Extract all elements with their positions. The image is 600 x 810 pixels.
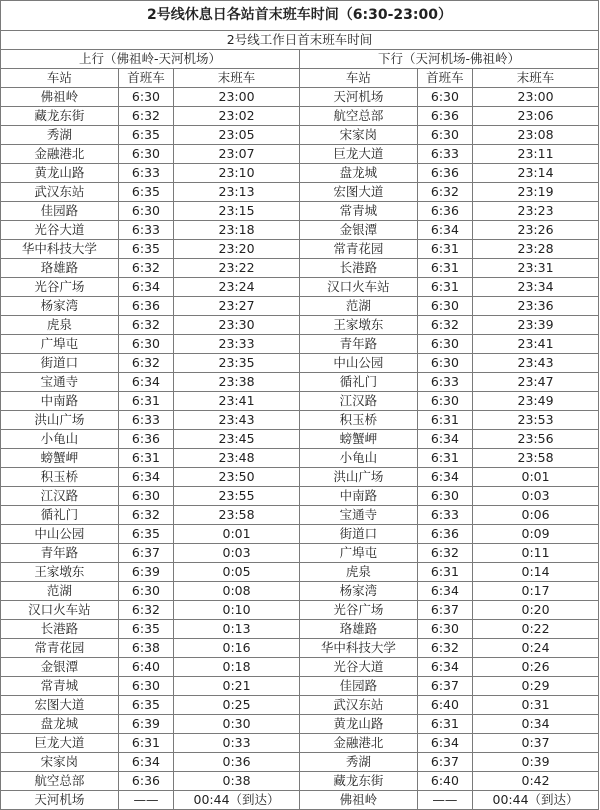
down-first-train-cell: 6:40 <box>417 696 472 715</box>
up-first-train-cell: 6:30 <box>118 88 173 107</box>
table-row <box>1 411 599 430</box>
down-station-cell: 街道口 <box>299 525 417 544</box>
up-station-cell: 金银潭 <box>1 658 119 677</box>
table-row <box>1 506 599 525</box>
up-station-cell: 秀湖 <box>1 126 119 145</box>
up-first-train-cell: 6:32 <box>118 506 173 525</box>
up-station-cell: 光谷广场 <box>1 278 119 297</box>
down-last-train-cell: 0:37 <box>473 734 599 753</box>
down-last-train-cell: 23:39 <box>473 316 599 335</box>
up-last-train-cell: 23:05 <box>174 126 300 145</box>
down-last-train-cell: 0:11 <box>473 544 599 563</box>
down-first-train-cell: 6:30 <box>417 487 472 506</box>
up-last-train-cell: 23:43 <box>174 411 300 430</box>
down-last-train-cell: 0:03 <box>473 487 599 506</box>
down-last-train-cell: 0:14 <box>473 563 599 582</box>
table-row <box>1 145 599 164</box>
down-first-train-cell: 6:34 <box>417 430 472 449</box>
up-station-cell: 循礼门 <box>1 506 119 525</box>
up-last-train-cell: 23:50 <box>174 468 300 487</box>
up-first-train-cell: 6:32 <box>118 601 173 620</box>
down-first-train-cell: 6:30 <box>417 620 472 639</box>
up-station-cell: 武汉东站 <box>1 183 119 202</box>
down-last-train-cell: 23:19 <box>473 183 599 202</box>
table-row <box>1 164 599 183</box>
down-station-cell: 洪山广场 <box>299 468 417 487</box>
down-last-train-cell: 23:14 <box>473 164 599 183</box>
up-last-train-header: 末班车 <box>174 69 300 88</box>
up-station-cell: 航空总部 <box>1 772 119 791</box>
down-first-train-cell: 6:36 <box>417 525 472 544</box>
down-last-train-cell: 23:00 <box>473 88 599 107</box>
down-station-cell: 宋家岗 <box>299 126 417 145</box>
up-station-cell: 金融港北 <box>1 145 119 164</box>
up-station-header: 车站 <box>1 69 119 88</box>
down-station-cell: 中山公园 <box>299 354 417 373</box>
up-first-train-cell: 6:31 <box>118 734 173 753</box>
up-first-train-cell: 6:36 <box>118 772 173 791</box>
up-station-cell: 街道口 <box>1 354 119 373</box>
table-row <box>1 620 599 639</box>
down-last-train-cell: 23:58 <box>473 449 599 468</box>
down-last-train-cell: 23:47 <box>473 373 599 392</box>
up-last-train-cell: 23:18 <box>174 221 300 240</box>
down-first-train-cell: 6:34 <box>417 734 472 753</box>
down-first-train-cell: 6:36 <box>417 107 472 126</box>
up-first-train-cell: 6:30 <box>118 677 173 696</box>
up-last-train-cell: 0:01 <box>174 525 300 544</box>
up-station-cell: 巨龙大道 <box>1 734 119 753</box>
up-first-train-cell: 6:34 <box>118 278 173 297</box>
down-station-cell: 广埠屯 <box>299 544 417 563</box>
up-station-cell: 汉口火车站 <box>1 601 119 620</box>
down-first-train-cell: 6:33 <box>417 373 472 392</box>
down-station-cell: 王家墩东 <box>299 316 417 335</box>
down-last-train-cell: 23:34 <box>473 278 599 297</box>
up-first-train-cell: 6:31 <box>118 392 173 411</box>
up-last-train-cell: 23:33 <box>174 335 300 354</box>
up-last-train-cell: 23:38 <box>174 373 300 392</box>
up-last-train-cell: 0:30 <box>174 715 300 734</box>
title-row <box>1 1 599 31</box>
down-station-cell: 光谷广场 <box>299 601 417 620</box>
subtitle-row <box>1 31 599 50</box>
up-first-train-cell: 6:35 <box>118 183 173 202</box>
down-last-train-cell: 0:09 <box>473 525 599 544</box>
down-last-train-cell: 23:36 <box>473 297 599 316</box>
up-last-train-cell: 0:05 <box>174 563 300 582</box>
up-last-train-cell: 0:21 <box>174 677 300 696</box>
table-row <box>1 696 599 715</box>
down-first-train-cell: 6:34 <box>417 468 472 487</box>
up-station-cell: 珞雄路 <box>1 259 119 278</box>
down-first-train-cell: —— <box>417 791 472 810</box>
up-station-cell: 小龟山 <box>1 430 119 449</box>
table-row <box>1 126 599 145</box>
up-first-train-cell: 6:35 <box>118 525 173 544</box>
down-station-cell: 循礼门 <box>299 373 417 392</box>
up-first-train-cell: 6:30 <box>118 145 173 164</box>
up-last-train-cell: 23:35 <box>174 354 300 373</box>
down-last-train-cell: 23:43 <box>473 354 599 373</box>
up-first-train-cell: 6:32 <box>118 259 173 278</box>
down-station-cell: 藏龙东街 <box>299 772 417 791</box>
down-first-train-cell: 6:30 <box>417 88 472 107</box>
down-last-train-cell: 23:49 <box>473 392 599 411</box>
up-first-train-cell: 6:35 <box>118 696 173 715</box>
up-station-cell: 广埠屯 <box>1 335 119 354</box>
up-first-train-cell: 6:34 <box>118 373 173 392</box>
table-row <box>1 335 599 354</box>
up-last-train-cell: 00:44（到达） <box>174 791 300 810</box>
down-first-train-cell: 6:33 <box>417 506 472 525</box>
table-row <box>1 316 599 335</box>
down-last-train-cell: 0:20 <box>473 601 599 620</box>
up-last-train-cell: 23:07 <box>174 145 300 164</box>
down-first-train-cell: 6:36 <box>417 164 472 183</box>
up-station-cell: 宝通寺 <box>1 373 119 392</box>
table-row <box>1 259 599 278</box>
up-last-train-cell: 23:15 <box>174 202 300 221</box>
down-first-train-cell: 6:30 <box>417 335 472 354</box>
up-first-train-cell: 6:32 <box>118 354 173 373</box>
up-station-cell: 藏龙东街 <box>1 107 119 126</box>
down-first-train-cell: 6:36 <box>417 202 472 221</box>
down-last-train-cell: 23:26 <box>473 221 599 240</box>
down-first-train-cell: 6:31 <box>417 715 472 734</box>
up-station-cell: 佛祖岭 <box>1 88 119 107</box>
table-row <box>1 753 599 772</box>
up-station-cell: 杨家湾 <box>1 297 119 316</box>
down-last-train-cell: 00:44（到达） <box>473 791 599 810</box>
up-station-cell: 光谷大道 <box>1 221 119 240</box>
down-first-train-cell: 6:30 <box>417 392 472 411</box>
up-first-train-cell: 6:30 <box>118 202 173 221</box>
down-station-cell: 珞雄路 <box>299 620 417 639</box>
up-station-cell: 江汉路 <box>1 487 119 506</box>
up-direction-header: 上行（佛祖岭-天河机场） <box>1 50 300 69</box>
up-last-train-cell: 0:10 <box>174 601 300 620</box>
up-first-train-cell: 6:35 <box>118 620 173 639</box>
up-last-train-cell: 23:27 <box>174 297 300 316</box>
up-first-train-cell: 6:30 <box>118 487 173 506</box>
down-last-train-cell: 0:34 <box>473 715 599 734</box>
down-first-train-cell: 6:31 <box>417 278 472 297</box>
up-first-train-cell: 6:39 <box>118 715 173 734</box>
down-last-train-header: 末班车 <box>473 69 599 88</box>
down-station-cell: 金融港北 <box>299 734 417 753</box>
table-row <box>1 677 599 696</box>
down-station-cell: 盘龙城 <box>299 164 417 183</box>
down-station-cell: 螃蟹岬 <box>299 430 417 449</box>
up-station-cell: 中山公园 <box>1 525 119 544</box>
up-last-train-cell: 0:03 <box>174 544 300 563</box>
down-station-cell: 小龟山 <box>299 449 417 468</box>
down-station-cell: 范湖 <box>299 297 417 316</box>
down-last-train-cell: 0:26 <box>473 658 599 677</box>
up-station-cell: 宏图大道 <box>1 696 119 715</box>
down-station-cell: 常青花园 <box>299 240 417 259</box>
up-first-train-cell: —— <box>118 791 173 810</box>
down-station-cell: 华中科技大学 <box>299 639 417 658</box>
up-last-train-cell: 23:02 <box>174 107 300 126</box>
up-station-cell: 黄龙山路 <box>1 164 119 183</box>
down-first-train-cell: 6:37 <box>417 753 472 772</box>
up-station-cell: 常青花园 <box>1 639 119 658</box>
up-last-train-cell: 23:10 <box>174 164 300 183</box>
table-row <box>1 202 599 221</box>
down-station-cell: 虎泉 <box>299 563 417 582</box>
down-first-train-cell: 6:34 <box>417 221 472 240</box>
down-last-train-cell: 23:06 <box>473 107 599 126</box>
table-row <box>1 449 599 468</box>
up-last-train-cell: 0:25 <box>174 696 300 715</box>
down-station-cell: 青年路 <box>299 335 417 354</box>
table-row <box>1 525 599 544</box>
up-first-train-cell: 6:33 <box>118 411 173 430</box>
down-station-cell: 汉口火车站 <box>299 278 417 297</box>
table-row <box>1 544 599 563</box>
table-row <box>1 715 599 734</box>
page-title: 2号线休息日各站首末班车时间（6:30-23:00） <box>1 1 599 31</box>
down-first-train-header: 首班车 <box>417 69 472 88</box>
up-last-train-cell: 23:13 <box>174 183 300 202</box>
up-station-cell: 盘龙城 <box>1 715 119 734</box>
up-last-train-cell: 23:55 <box>174 487 300 506</box>
table-row <box>1 278 599 297</box>
table-row <box>1 468 599 487</box>
table-row <box>1 392 599 411</box>
down-station-cell: 宝通寺 <box>299 506 417 525</box>
down-last-train-cell: 23:31 <box>473 259 599 278</box>
up-last-train-cell: 0:18 <box>174 658 300 677</box>
down-first-train-cell: 6:30 <box>417 354 472 373</box>
down-last-train-cell: 23:56 <box>473 430 599 449</box>
down-first-train-cell: 6:34 <box>417 658 472 677</box>
up-last-train-cell: 23:24 <box>174 278 300 297</box>
table-row <box>1 373 599 392</box>
down-station-cell: 常青城 <box>299 202 417 221</box>
table-row <box>1 791 599 810</box>
up-first-train-cell: 6:30 <box>118 582 173 601</box>
down-last-train-cell: 0:29 <box>473 677 599 696</box>
up-last-train-cell: 23:20 <box>174 240 300 259</box>
table-row <box>1 297 599 316</box>
table-row <box>1 221 599 240</box>
table-row <box>1 734 599 753</box>
down-station-cell: 长港路 <box>299 259 417 278</box>
down-last-train-cell: 0:17 <box>473 582 599 601</box>
up-station-cell: 佳园路 <box>1 202 119 221</box>
down-direction-header: 下行（天河机场-佛祖岭） <box>299 50 598 69</box>
table-row <box>1 107 599 126</box>
down-first-train-cell: 6:31 <box>417 411 472 430</box>
table-row <box>1 354 599 373</box>
direction-row <box>1 50 599 69</box>
down-station-cell: 黄龙山路 <box>299 715 417 734</box>
up-last-train-cell: 0:13 <box>174 620 300 639</box>
up-first-train-cell: 6:31 <box>118 449 173 468</box>
down-first-train-cell: 6:37 <box>417 601 472 620</box>
up-first-train-cell: 6:39 <box>118 563 173 582</box>
up-first-train-cell: 6:37 <box>118 544 173 563</box>
table-row <box>1 183 599 202</box>
up-first-train-cell: 6:32 <box>118 316 173 335</box>
down-last-train-cell: 0:22 <box>473 620 599 639</box>
down-station-cell: 宏图大道 <box>299 183 417 202</box>
column-header-row <box>1 69 599 88</box>
down-last-train-cell: 0:06 <box>473 506 599 525</box>
up-first-train-cell: 6:32 <box>118 107 173 126</box>
table-row <box>1 601 599 620</box>
up-station-cell: 长港路 <box>1 620 119 639</box>
table-row <box>1 240 599 259</box>
up-last-train-cell: 23:58 <box>174 506 300 525</box>
down-station-header: 车站 <box>299 69 417 88</box>
down-last-train-cell: 0:39 <box>473 753 599 772</box>
up-first-train-cell: 6:36 <box>118 297 173 316</box>
up-first-train-cell: 6:35 <box>118 240 173 259</box>
table-row <box>1 88 599 107</box>
up-station-cell: 华中科技大学 <box>1 240 119 259</box>
table-row <box>1 639 599 658</box>
up-last-train-cell: 0:08 <box>174 582 300 601</box>
up-station-cell: 洪山广场 <box>1 411 119 430</box>
up-station-cell: 螃蟹岬 <box>1 449 119 468</box>
up-station-cell: 宋家岗 <box>1 753 119 772</box>
down-station-cell: 航空总部 <box>299 107 417 126</box>
down-last-train-cell: 23:11 <box>473 145 599 164</box>
down-last-train-cell: 23:23 <box>473 202 599 221</box>
up-station-cell: 范湖 <box>1 582 119 601</box>
up-first-train-cell: 6:35 <box>118 126 173 145</box>
up-first-train-header: 首班车 <box>118 69 173 88</box>
up-first-train-cell: 6:33 <box>118 221 173 240</box>
up-last-train-cell: 0:33 <box>174 734 300 753</box>
table-row <box>1 487 599 506</box>
down-first-train-cell: 6:30 <box>417 126 472 145</box>
down-station-cell: 秀湖 <box>299 753 417 772</box>
up-station-cell: 积玉桥 <box>1 468 119 487</box>
up-last-train-cell: 23:22 <box>174 259 300 278</box>
down-last-train-cell: 0:24 <box>473 639 599 658</box>
up-last-train-cell: 0:16 <box>174 639 300 658</box>
down-first-train-cell: 6:31 <box>417 259 472 278</box>
down-station-cell: 中南路 <box>299 487 417 506</box>
down-station-cell: 佳园路 <box>299 677 417 696</box>
table-row <box>1 563 599 582</box>
down-station-cell: 杨家湾 <box>299 582 417 601</box>
up-first-train-cell: 6:34 <box>118 468 173 487</box>
up-last-train-cell: 0:36 <box>174 753 300 772</box>
up-first-train-cell: 6:36 <box>118 430 173 449</box>
table-row <box>1 658 599 677</box>
down-station-cell: 佛祖岭 <box>299 791 417 810</box>
up-station-cell: 中南路 <box>1 392 119 411</box>
up-station-cell: 王家墩东 <box>1 563 119 582</box>
down-last-train-cell: 23:41 <box>473 335 599 354</box>
down-first-train-cell: 6:31 <box>417 240 472 259</box>
down-first-train-cell: 6:30 <box>417 297 472 316</box>
down-station-cell: 积玉桥 <box>299 411 417 430</box>
up-station-cell: 虎泉 <box>1 316 119 335</box>
down-first-train-cell: 6:32 <box>417 639 472 658</box>
table-row <box>1 430 599 449</box>
down-last-train-cell: 0:01 <box>473 468 599 487</box>
up-first-train-cell: 6:30 <box>118 335 173 354</box>
down-station-cell: 金银潭 <box>299 221 417 240</box>
down-first-train-cell: 6:32 <box>417 544 472 563</box>
up-first-train-cell: 6:33 <box>118 164 173 183</box>
down-station-cell: 巨龙大道 <box>299 145 417 164</box>
down-station-cell: 江汉路 <box>299 392 417 411</box>
down-first-train-cell: 6:31 <box>417 563 472 582</box>
down-station-cell: 武汉东站 <box>299 696 417 715</box>
up-last-train-cell: 23:41 <box>174 392 300 411</box>
up-last-train-cell: 23:48 <box>174 449 300 468</box>
up-last-train-cell: 23:00 <box>174 88 300 107</box>
up-first-train-cell: 6:34 <box>118 753 173 772</box>
down-first-train-cell: 6:32 <box>417 183 472 202</box>
down-last-train-cell: 0:31 <box>473 696 599 715</box>
up-station-cell: 常青城 <box>1 677 119 696</box>
down-first-train-cell: 6:34 <box>417 582 472 601</box>
down-last-train-cell: 23:08 <box>473 126 599 145</box>
down-first-train-cell: 6:40 <box>417 772 472 791</box>
down-station-cell: 天河机场 <box>299 88 417 107</box>
up-last-train-cell: 23:45 <box>174 430 300 449</box>
up-station-cell: 青年路 <box>1 544 119 563</box>
up-first-train-cell: 6:38 <box>118 639 173 658</box>
up-first-train-cell: 6:40 <box>118 658 173 677</box>
up-station-cell: 天河机场 <box>1 791 119 810</box>
down-last-train-cell: 0:42 <box>473 772 599 791</box>
down-last-train-cell: 23:28 <box>473 240 599 259</box>
up-last-train-cell: 0:38 <box>174 772 300 791</box>
down-first-train-cell: 6:33 <box>417 145 472 164</box>
table-row <box>1 582 599 601</box>
down-station-cell: 光谷大道 <box>299 658 417 677</box>
down-first-train-cell: 6:37 <box>417 677 472 696</box>
table-subtitle: 2号线工作日首末班车时间 <box>1 31 599 50</box>
up-last-train-cell: 23:30 <box>174 316 300 335</box>
down-first-train-cell: 6:31 <box>417 449 472 468</box>
down-last-train-cell: 23:53 <box>473 411 599 430</box>
down-first-train-cell: 6:32 <box>417 316 472 335</box>
table-row <box>1 772 599 791</box>
